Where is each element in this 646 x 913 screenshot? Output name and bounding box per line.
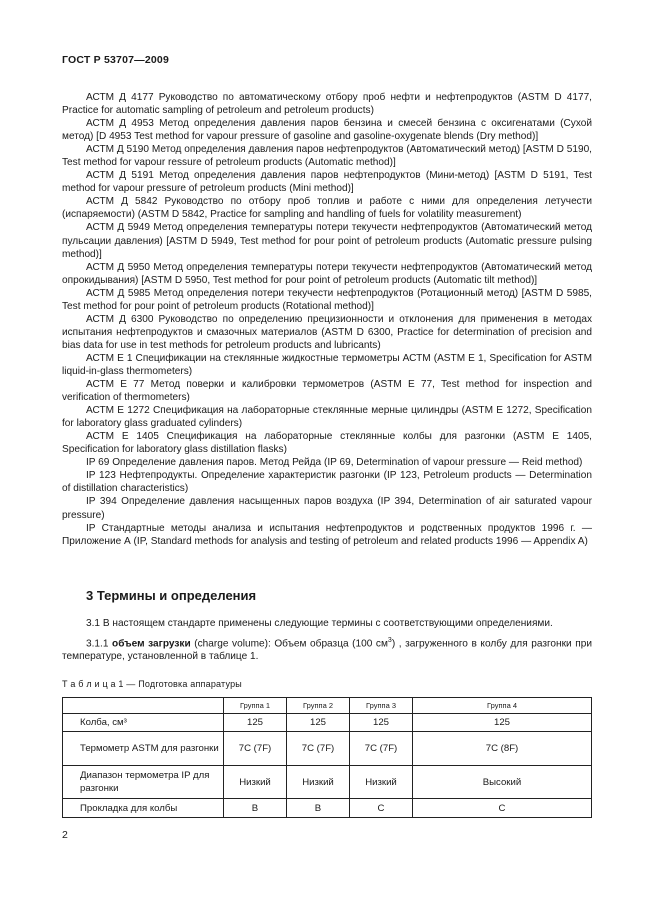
table-row	[63, 799, 592, 818]
reference-item: АСТМ Д 4953 Метод определения давления паров бензина и смесей бензина с оксигенатами (Сухой метод) [D 4953 Test method for vapour pressure of gasoline and gasoline-oxygenate blends (Dry method)]	[62, 118, 592, 143]
table-row	[63, 714, 592, 732]
term-number: 3.1.1	[86, 638, 109, 650]
table-cell: 125	[350, 714, 413, 732]
preparation-table	[62, 697, 592, 818]
reference-item: АСТМ Д 6300 Руководство по определению прецизионности и отклонения для применения в методах испытания нефтепродуктов и смазочных материалов (ASTM D 6300, Practice for determination of precision and bias data for use in test methods for petroleum products and lubricants)	[62, 313, 592, 351]
table-cell: 7C (7F)	[224, 732, 287, 766]
reference-item: АСТМ Д 5950 Метод определения температуры потери текучести нефтепродуктов (Автоматический метод опрокидывания) [ASTM D 5950, Test method for pour point of petroleum products (Automatic tilt method)]	[62, 261, 592, 286]
table-cell: 125	[287, 714, 350, 732]
reference-item: АСТМ Е 1405 Спецификация на лабораторные стеклянные колбы для разгонки (ASTM E 1405, Specification for laboratory glass distillation flasks)	[62, 431, 592, 456]
reference-item: АСТМ Д 5985 Метод определения потери текучести нефтепродуктов (Ротационный метод) [ASTM D 5985, Test method for pour point of petroleum products (Rotational method)]	[62, 287, 592, 312]
reference-item: IP Стандартные методы анализа и испытания нефтепродуктов и родственных продуктов 1996 г. — Приложение А (IP, Standard methods for analysis and testing of petroleum and related products 1996 — Appendix A)	[62, 522, 592, 547]
table-cell: Высокий	[413, 766, 592, 799]
reference-item: IP 394 Определение давления насыщенных паров воздуха (IP 394, Determination of air saturated vapour pressure)	[62, 496, 592, 521]
table-cell: Низкий	[350, 766, 413, 799]
table-cell: C	[350, 799, 413, 818]
term-definition	[62, 634, 592, 663]
table-cell: C	[413, 799, 592, 818]
table-header-cell: Группа 2	[287, 698, 350, 714]
table-caption: Т а б л и ц а 1 — Подготовка аппаратуры	[62, 679, 242, 689]
table-cell: 125	[413, 714, 592, 732]
row-label: Колба, см³	[63, 714, 224, 732]
reference-item: АСТМ Е 77 Метод поверки и калибровки термометров (ASTM E 77, Test method for inspection and verification of thermometers)	[62, 379, 592, 404]
table-header-cell	[63, 698, 224, 714]
reference-item: АСТМ Д 5191 Метод определения давления паров нефтепродуктов (Мини-метод) [ASTM D 5191, Test method for vapour pressure of petroleum products (Mini method)]	[62, 170, 592, 195]
table-header-row	[63, 698, 592, 714]
table-header-cell: Группа 4	[413, 698, 592, 714]
section-title: 3 Термины и определения	[86, 588, 257, 603]
reference-item: АСТМ Д 5842 Руководство по отбору проб топлив и работе с ними для определения летучести (испаряемости) (ASTM D 5842, Practice for sampling and handling of fuels for volatility measurement)	[62, 196, 592, 221]
table-row	[63, 766, 592, 799]
reference-item: АСТМ Е 1 Спецификации на стеклянные жидкостные термометры АСТМ (ASTM E 1, Specification for ASTM liquid-in-glass thermometers)	[62, 352, 592, 377]
table-cell: Низкий	[224, 766, 287, 799]
row-label: Прокладка для колбы	[63, 799, 224, 818]
term-definition-text: (charge volume): Объем образца (100 см	[194, 638, 388, 650]
page-number: 2	[62, 829, 68, 841]
term-superscript: 3	[387, 637, 392, 644]
reference-item: АСТМ Д 4177 Руководство по автоматическому отбору проб нефти и нефтепродуктов (ASTM D 4177, Practice for automatic sampling of petroleum and petroleum products)	[62, 92, 592, 117]
term-definition-tail: ) , загруженного в колбу для разгонки при температуре, установленной в таблице 1.	[62, 638, 592, 663]
reference-item: IP 123 Нефтепродукты. Определение характеристик разгонки (IP 123, Petroleum products — Determination of distillation characteristics)	[62, 470, 592, 495]
table-row	[63, 732, 592, 766]
reference-item: АСТМ Д 5190 Метод определения давления паров нефтепродуктов (Автоматический метод) [ASTM D 5190, Test method for vapour ressure of petroleum products (Automatic method)]	[62, 144, 592, 169]
table-cell: 7C (7F)	[350, 732, 413, 766]
table-cell: B	[287, 799, 350, 818]
reference-item: АСТМ Е 1272 Спецификация на лабораторные стеклянные мерные цилиндры (ASTM E 1272, Specification for laboratory glass graduated cylinders)	[62, 405, 592, 430]
table-cell: 7C (7F)	[287, 732, 350, 766]
term-name: объем загрузки	[112, 638, 191, 650]
table-header-cell: Группа 1	[224, 698, 287, 714]
section-paragraph: 3.1 В настоящем стандарте применены следующие термины с соответствующими определениями.	[86, 618, 553, 629]
row-label: Диапазон термометра IP для разгонки	[63, 766, 224, 799]
row-label: Термометр ASTM для разгонки	[63, 732, 224, 766]
reference-item: IP 69 Определение давления паров. Метод Рейда (IP 69, Determination of vapour pressure — Reid method)	[86, 457, 583, 469]
table-header-cell: Группа 3	[350, 698, 413, 714]
table-cell: Низкий	[287, 766, 350, 799]
document-header: ГОСТ Р 53707—2009	[62, 54, 170, 66]
table-cell: B	[224, 799, 287, 818]
reference-item: АСТМ Д 5949 Метод определения температуры потери текучести нефтепродуктов (Автоматический метод пульсации давления) [ASTM D 5949, Test method for pour point of petroleum products (Automatic pressure pulsing method)]	[62, 222, 592, 260]
references-list	[62, 91, 592, 548]
table-cell: 125	[224, 714, 287, 732]
table-cell: 7C (8F)	[413, 732, 592, 766]
